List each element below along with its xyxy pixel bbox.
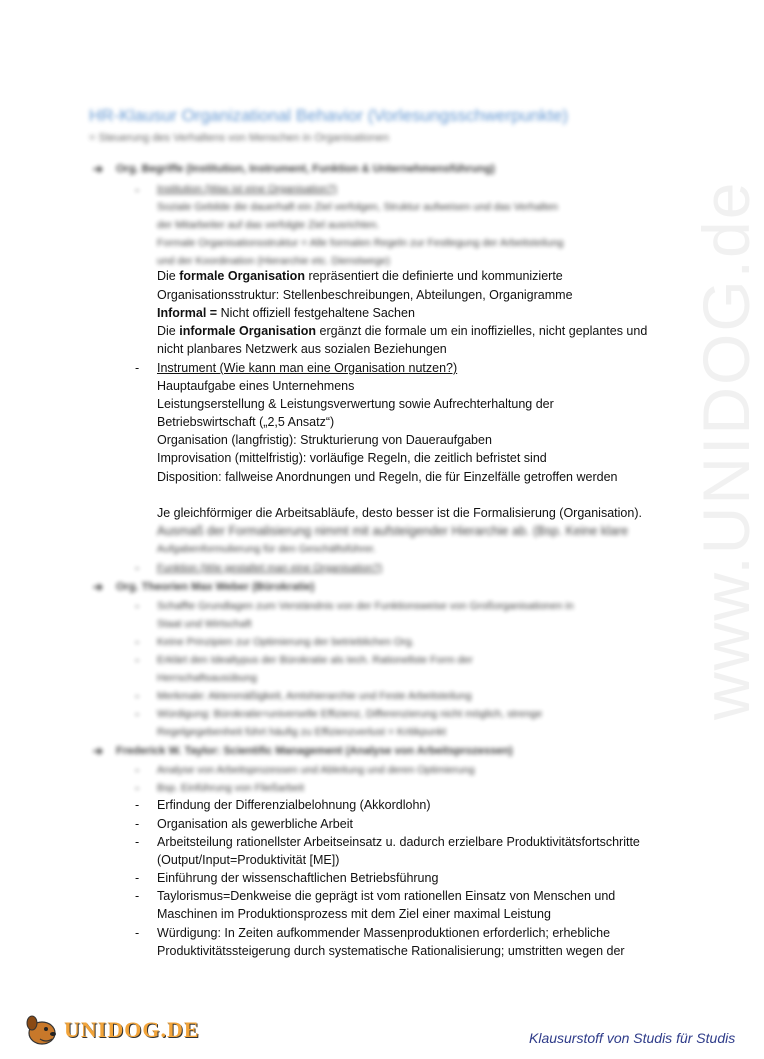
text-line: Leistungserstellung & Leistungsverwertung sowie Aufrechterhaltung der: [157, 397, 554, 411]
watermark: www.UNIDOG.de: [689, 180, 763, 720]
dash-bullet: -: [135, 561, 140, 575]
footer-tagline: Klausurstoff von Studis für Studis: [529, 1030, 736, 1046]
unidog-logo[interactable]: [22, 1013, 200, 1047]
dash-bullet: -: [135, 871, 140, 885]
blurred-line: Soziale Gebilde die dauerhaft ein Ziel verfolgen, Struktur aufweisen und das Verhalten: [157, 201, 558, 213]
text-line: Hauptaufgabe eines Unternehmens: [157, 379, 355, 393]
text-line: Maschinen im Produktionsprozess mit dem Ziel einer maximal Leistung: [157, 907, 551, 921]
arrow-bullet-icon: ➔: [93, 744, 104, 758]
blurred-line: Merkmale: Aktenmäßigkeit, Amtshierarchie und Feste Arbeitsteilung: [157, 690, 472, 702]
text-line: Die formale Organisation repräsentiert die definierte und kommunizierte: [157, 269, 563, 283]
section-heading-text: Org. Theorien Max Weber (Bürokratie): [116, 581, 315, 593]
blurred-line: Keine Prinzipien zur Optimierung der betrieblichen Org.: [157, 636, 415, 648]
section-heading: [93, 580, 315, 594]
text-line: Disposition: fallweise Anordnungen und Regeln, die für Einzelfälle getroffen werden: [157, 470, 618, 484]
dash-bullet: -: [135, 183, 140, 197]
text-line: Informal = Nicht offiziell festgehaltene Sachen: [157, 306, 415, 320]
blurred-line: Bsp. Einführung von Fließarbeit: [157, 782, 305, 794]
text-line: Betriebswirtschaft („2,5 Ansatz“): [157, 415, 335, 429]
dash-bullet: -: [135, 781, 140, 795]
dash-bullet: -: [135, 599, 140, 613]
text-line: Organisation (langfristig): Strukturierung von Daueraufgaben: [157, 433, 492, 447]
blurred-line: Würdigung: Bürokratie=universelle Effizienz, Differenzierung nicht möglich, strenge: [157, 708, 543, 720]
arrow-bullet-icon: ➔: [93, 162, 104, 176]
dash-bullet: -: [135, 361, 140, 375]
dog-mascot-icon: [22, 1013, 62, 1047]
blurred-line: der Mitarbeiter auf das verfolgte Ziel ausrichten.: [157, 219, 380, 231]
dash-bullet: -: [135, 763, 140, 777]
logo-text: UNIDOG.DE: [64, 1017, 200, 1042]
text-line: (Output/Input=Produktivität [ME]): [157, 853, 340, 867]
blurred-line: Staat und Wirtschaft: [157, 618, 252, 630]
blurred-line: Herrschaftsausübung: [157, 672, 257, 684]
blurred-line: Formale Organisationsstruktur = Alle formalen Regeln zur Festlegung der Arbeitsteilung: [157, 237, 564, 249]
blurred-line: Regelgegebenheit führt häufig zu Effizienzverlust = Kritikpunkt: [157, 726, 447, 738]
text-line: Taylorismus=Denkweise die geprägt ist vom rationellen Einsatz von Menschen und: [157, 889, 616, 903]
dash-bullet: -: [135, 889, 140, 903]
text-line: Produktivitätssteigerung durch systematische Rationalisierung; umstritten wegen der: [157, 944, 625, 958]
dash-bullet: -: [135, 689, 140, 703]
instrument-heading: Instrument (Wie kann man eine Organisation nutzen?): [157, 361, 458, 375]
text-line: Improvisation (mittelfristig): vorläufige Regeln, die zeitlich befristet sind: [157, 451, 547, 465]
dash-bullet: -: [135, 707, 140, 721]
page-subtitle: = Steuerung des Verhaltens von Menschen in Organisationen: [89, 132, 389, 144]
arrow-bullet-icon: ➔: [93, 580, 104, 594]
blurred-line: Funktion (Wie gestaltet man eine Organisation?): [157, 562, 383, 574]
text-line: Je gleichförmiger die Arbeitsabläufe, desto besser ist die Formalisierung (Organisation).: [157, 506, 642, 520]
blurred-line: Erklärt den Idealtypus der Bürokratie als tech. Rationellste Form der: [157, 654, 473, 666]
blurred-line: Aufgabenformulierung für den Geschäftsführer.: [157, 543, 376, 555]
dash-bullet: -: [135, 835, 140, 849]
section-heading-text: Org. Begriffe (Institution, Instrument, Funktion & Unternehmensführung): [116, 163, 495, 175]
blurred-line: Institution (Was ist eine Organisation?): [157, 183, 337, 195]
text-line: Die informale Organisation ergänzt die formale um ein inoffizielles, nicht geplantes und: [157, 324, 648, 338]
dash-bullet: -: [135, 635, 140, 649]
section-heading: [93, 744, 513, 758]
dash-bullet: -: [135, 926, 140, 940]
text-line: nicht planbares Netzwerk aus sozialen Beziehungen: [157, 342, 447, 356]
page-title: HR-Klausur Organizational Behavior (Vorlesungsschwerpunkte): [89, 106, 569, 125]
blurred-line: Ausmaß der Formalisierung nimmt mit aufsteigender Hierarchie ab. (Bsp. Keine klare: [157, 524, 629, 538]
dash-bullet: -: [135, 798, 140, 812]
blurred-line: Analyse von Arbeitsprozessen und Ableitung und deren Optimierung: [157, 764, 475, 776]
text-line: Arbeitsteilung rationellster Arbeitseinsatz u. dadurch erzielbare Produktivitätsfortschritte: [157, 835, 640, 849]
text-line: Organisation als gewerbliche Arbeit: [157, 817, 353, 831]
text-line: Einführung der wissenschaftlichen Betriebsführung: [157, 871, 439, 885]
text-line: Organisationsstruktur: Stellenbeschreibungen, Abteilungen, Organigramme: [157, 288, 573, 302]
section-heading: [93, 162, 495, 176]
text-line: Würdigung: In Zeiten aufkommender Massenproduktionen erforderlich; erhebliche: [157, 926, 611, 940]
dash-bullet: -: [135, 653, 140, 667]
dash-bullet: -: [135, 817, 140, 831]
blurred-line: Schaffte Grundlagen zum Verständnis von der Funktionsweise von Großorganisationen in: [157, 600, 574, 612]
section-heading-text: Frederick W. Taylor: Scientific Management (Analyse von Arbeitsprozessen): [116, 745, 513, 757]
blurred-line: und der Koordination (Hierarchie etc. Dienstwege): [157, 255, 390, 267]
text-line: Erfindung der Differenzialbelohnung (Akkordlohn): [157, 798, 431, 812]
